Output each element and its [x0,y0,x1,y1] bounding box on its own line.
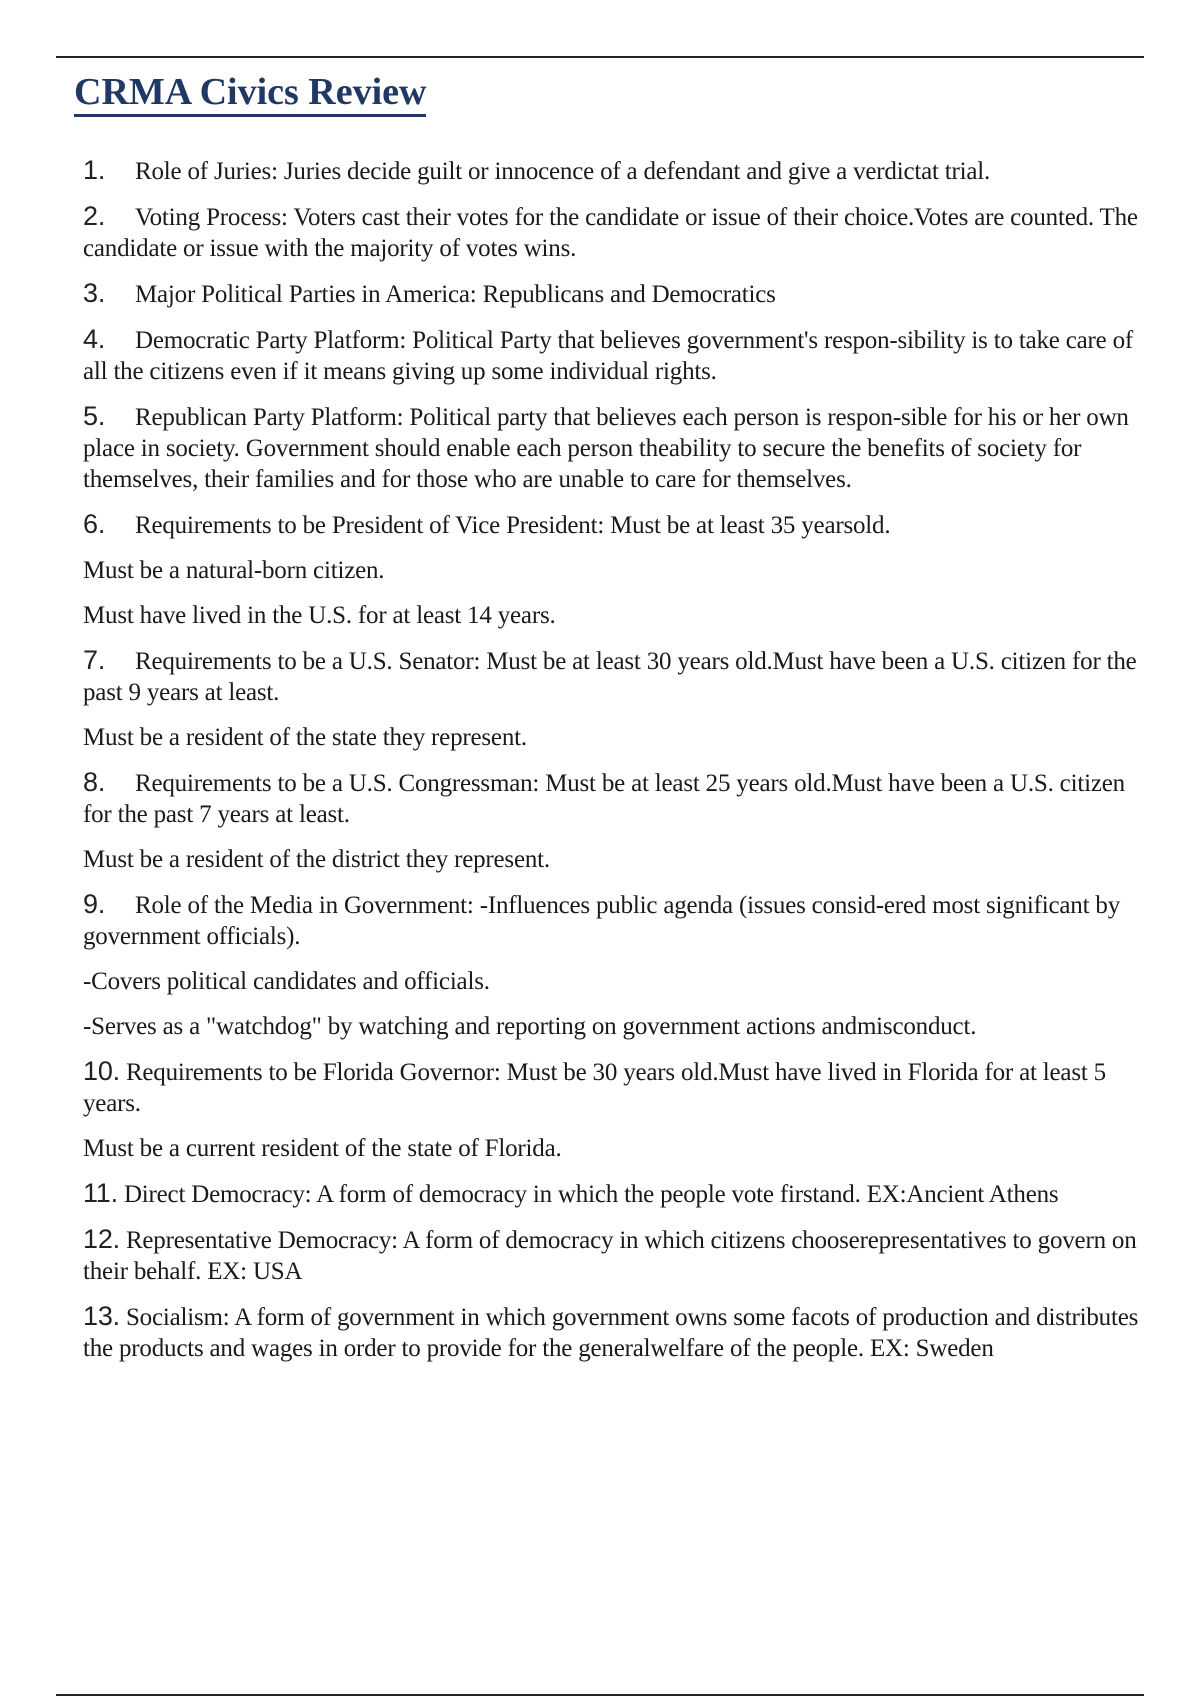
review-item [83,1056,1153,1164]
item-text: Voting Process: Voters cast their votes for the candidate or issue of their choice.Votes are counted. The candidate or issue with the majority of votes wins. [83,204,1138,262]
review-list [83,155,1153,1364]
review-item [83,324,1153,387]
item-text: Requirements to be a U.S. Congressman: Must be at least 25 years old.Must have been a U.S. citizen for the past 7 years at least. [83,770,1125,828]
item-number: 10. [83,1056,120,1086]
review-item [83,645,1153,753]
item-text: Direct Democracy: A form of democracy in which the people vote firstand. EX:Ancient Athens [123,1181,1059,1208]
item-extra-line: Must have lived in the U.S. for at least 14 years. [83,602,556,629]
item-number: 4. [83,324,106,354]
review-item-paragraph [83,278,1153,310]
item-number: 1. [83,155,106,185]
review-item-paragraph [83,324,1153,387]
review-item [83,201,1153,264]
review-item-paragraph [83,509,1153,541]
item-number: 6. [83,509,106,539]
item-extra-line: Must be a current resident of the state of Florida. [83,1135,562,1162]
item-text: Role of Juries: Juries decide guilt or innocence of a defendant and give a verdictat trial. [135,158,991,185]
item-text: Requirements to be Florida Governor: Must be 30 years old.Must have lived in Florida for at least 5 years. [83,1059,1106,1117]
review-item [83,401,1153,495]
item-extra-line: -Covers political candidates and officials. [83,968,490,995]
item-text: Requirements to be a U.S. Senator: Must be at least 30 years old.Must have been a U.S. citizen for the past 9 years at least. [83,648,1137,706]
item-number: 2. [83,201,106,231]
item-extra-line: Must be a natural-born citizen. [83,557,385,584]
review-item [83,1301,1153,1364]
review-item [83,155,1153,187]
review-item [83,1224,1153,1287]
bottom-rule [56,1694,1144,1696]
item-text: Role of the Media in Government: -Influences public agenda (issues consid-ered most significant by government officials). [83,892,1120,950]
item-text: Requirements to be President of Vice President: Must be at least 35 yearsold. [135,512,891,539]
review-item [83,509,1153,631]
item-text: Democratic Party Platform: Political Party that believes government's respon-sibility is to take care of all the citizens even if it means giving up some individual rights. [83,327,1134,385]
review-item-paragraph [83,645,1153,708]
review-item [83,767,1153,875]
document-title: CRMA Civics Review [74,70,426,117]
item-number: 13. [83,1301,120,1331]
item-number: 3. [83,278,106,308]
document-body [74,70,1153,1378]
item-text: Socialism: A form of government in which government owns some facots of production and distributes the products and wages in order to provide for the generalwelfare of the people. EX: Sweden [83,1304,1139,1362]
review-item-paragraph [83,889,1153,952]
item-extra-line: -Serves as a "watchdog" by watching and reporting on government actions andmisconduct. [83,1013,977,1040]
review-item-paragraph [83,201,1153,264]
review-item-paragraph [83,1224,1153,1287]
review-item-paragraph [83,1301,1153,1364]
item-number: 5. [83,401,106,431]
item-number: 12. [83,1224,120,1254]
item-number: 11. [83,1178,118,1208]
item-extra-line: Must be a resident of the district they represent. [83,846,550,873]
item-extra-line: Must be a resident of the state they represent. [83,724,527,751]
review-item-paragraph [83,767,1153,830]
review-item-paragraph [83,155,1153,187]
review-item [83,1178,1153,1210]
item-text: Major Political Parties in America: Republicans and Democratics [135,281,776,308]
item-text: Representative Democracy: A form of democracy in which citizens chooserepresentatives to govern on their behalf. EX: USA [83,1227,1137,1285]
review-item-paragraph [83,1178,1153,1210]
item-number: 8. [83,767,106,797]
review-item [83,889,1153,1042]
review-item [83,278,1153,310]
top-rule [56,56,1144,58]
review-item-paragraph [83,401,1153,495]
item-text: Republican Party Platform: Political party that believes each person is respon-sible for his or her own place in society. Government should enable each person theability to secure the benefits of society for themselves, their families and for those who are unable to care for themselves. [83,404,1129,493]
item-number: 9. [83,889,106,919]
review-item-paragraph [83,1056,1153,1119]
item-number: 7. [83,645,106,675]
